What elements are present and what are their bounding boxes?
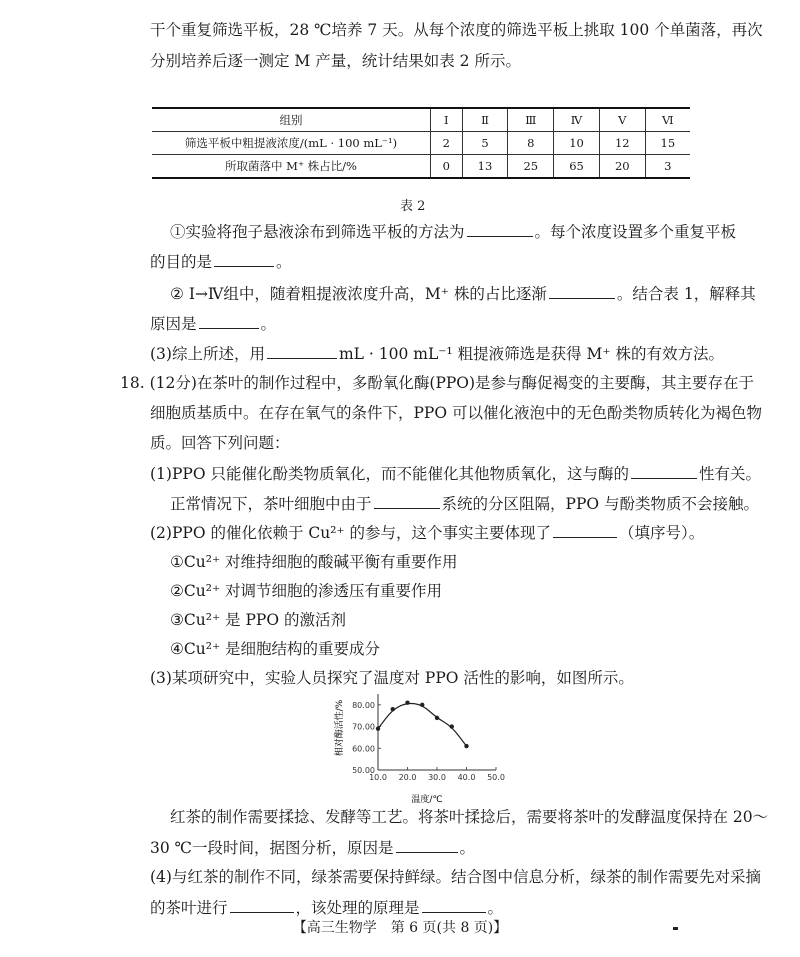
text-line: 质。回答下列问题：	[150, 434, 290, 452]
text-line: 红茶的制作需要揉捻、发酵等工艺。将茶叶揉捻后，需要将茶叶的发酵温度保持在 20～	[170, 808, 769, 826]
question-text: ①实验将孢子悬液涂布到筛选平板的方法为	[170, 223, 465, 241]
y-tick-label: 50.00	[352, 766, 375, 775]
table-cell: 2	[431, 132, 463, 155]
answer-blank[interactable]	[467, 221, 533, 237]
chart-axes	[378, 694, 496, 770]
table-cell: 3	[645, 155, 690, 179]
answer-blank[interactable]	[199, 313, 259, 329]
question-text: (2)PPO 的催化依赖于 Cu²⁺ 的参与，这个事实主要体现了	[150, 524, 552, 542]
answer-blank[interactable]	[553, 522, 617, 538]
y-tick-label: 70.00	[352, 722, 375, 732]
question-text: 原因是	[150, 315, 197, 333]
question-text: mL · 100 mL⁻¹ 粗提液筛选是获得 M⁺ 株的有效方法。	[338, 345, 724, 363]
answer-blank[interactable]	[422, 897, 486, 913]
table-cell: 20	[599, 155, 645, 179]
table-row	[152, 132, 690, 155]
option-2: ②Cu²⁺ 对调节细胞的渗透压有重要作用	[170, 582, 443, 600]
text-line	[150, 251, 292, 272]
option-1: ①Cu²⁺ 对维持细胞的酸碱平衡有重要作用	[170, 553, 458, 571]
x-tick-label: 10.0	[369, 773, 387, 782]
question-text: 。结合表 1，解释其	[616, 285, 756, 303]
table-cell: 筛选平板中粗提液浓度/(mL · 100 mL⁻¹)	[152, 132, 431, 155]
table-cell: 组别	[152, 108, 431, 132]
question-18-stem: 18. (12分)在茶叶的制作过程中，多酚氧化酶(PPO)是参与酶促褐变的主要酶，其主要存在于	[120, 374, 755, 392]
text-line: (4)与红茶的制作不同，绿茶需要保持鲜绿。结合图中信息分析，绿茶的制作需要先对采摘	[150, 868, 761, 886]
data-point	[450, 724, 454, 728]
table-cell: Ⅱ	[462, 108, 508, 132]
question-text: 性有关。	[698, 465, 761, 483]
table-cell: 所取菌落中 M⁺ 株占比/%	[152, 155, 431, 179]
question-text: 。	[487, 899, 504, 917]
footer-text: 【高三生物学 第 6 页(共 8 页)】	[292, 920, 508, 936]
chart-series	[376, 700, 469, 748]
table-cell: Ⅳ	[554, 108, 600, 132]
text-line	[150, 897, 503, 918]
data-point	[464, 744, 468, 748]
answer-blank[interactable]	[214, 251, 274, 267]
corner-mark	[673, 927, 678, 930]
text-line: 细胞质基质中。在存在氧气的条件下，PPO 可以催化液泡中的无色酚类物质转化为褐色物	[150, 404, 762, 422]
question-text: 。	[459, 839, 476, 857]
text-line: (3)某项研究中，实验人员探究了温度对 PPO 活性的影响，如图所示。	[150, 669, 634, 687]
table-cell: 65	[554, 155, 600, 179]
data-table	[152, 107, 690, 179]
text-line	[170, 221, 736, 242]
data-point	[391, 707, 395, 711]
table-cell: 0	[431, 155, 463, 179]
question-text: 的茶叶进行	[150, 899, 228, 917]
text-line: 分别培养后逐一测定 M 产量，统计结果如表 2 所示。	[150, 52, 521, 70]
question-text: 正常情况下，茶叶细胞中由于	[170, 495, 372, 513]
data-point	[435, 716, 439, 720]
question-text: (3)综上所述，用	[150, 345, 265, 363]
question-text: 。每个浓度设置多个重复平板	[534, 223, 737, 241]
table-cell: 13	[462, 155, 508, 179]
x-tick-label: 40.0	[457, 773, 476, 782]
table-cell: Ⅰ	[431, 108, 463, 132]
question-text: (1)PPO 只能催化酚类物质氧化，而不能催化其他物质氧化，这与酶的	[150, 465, 629, 483]
table-cell: Ⅴ	[599, 108, 645, 132]
answer-blank[interactable]	[230, 897, 294, 913]
answer-blank[interactable]	[631, 463, 697, 479]
question-text: （填序号）。	[619, 524, 705, 542]
table-cell: 25	[508, 155, 554, 179]
question-text: 的目的是	[150, 253, 213, 271]
text-line	[150, 522, 704, 543]
option-4: ④Cu²⁺ 是细胞结构的重要成分	[170, 640, 381, 658]
question-text: 。	[276, 253, 292, 271]
y-tick-label: 80.00	[352, 700, 375, 710]
table-cell: Ⅲ	[508, 108, 554, 132]
question-text: ② Ⅰ→Ⅳ组中，随着粗提液浓度升高，M⁺ 株的占比逐渐	[170, 285, 547, 303]
data-point	[376, 727, 380, 731]
x-tick-label: 20.0	[398, 773, 417, 782]
x-axis-label: 温度/℃	[411, 795, 443, 805]
ppo-activity-chart	[320, 686, 520, 806]
y-tick-label: 60.00	[352, 744, 375, 754]
x-tick-label: 30.0	[428, 773, 446, 782]
table-caption: 表 2	[400, 199, 426, 214]
question-text: 系统的分区阻隔，PPO 与酚类物质不会接触。	[441, 495, 760, 513]
table-cell: 5	[462, 132, 508, 155]
text-line: 干个重复筛选平板，28 ℃培养 7 天。从每个浓度的筛选平板上挑取 100 个单菌落，再次	[150, 21, 763, 39]
answer-blank[interactable]	[549, 283, 615, 299]
answer-blank[interactable]	[374, 493, 440, 509]
option-3: ③Cu²⁺ 是 PPO 的激活剂	[170, 611, 346, 629]
question-text: ，该处理的原理是	[295, 899, 420, 917]
text-line	[150, 837, 475, 858]
text-line	[170, 283, 756, 304]
table-cell: 8	[508, 132, 554, 155]
question-text: 30 ℃一段时间，据图分析，原因是	[150, 839, 394, 857]
table-cell: 10	[554, 132, 600, 155]
text-line	[150, 463, 761, 484]
text-line	[170, 493, 759, 514]
y-axis-label: 相对酶活性/%	[335, 699, 345, 757]
answer-blank[interactable]	[267, 343, 337, 359]
answer-blank[interactable]	[396, 837, 458, 853]
text-line	[150, 313, 276, 334]
table-header-row	[152, 108, 690, 132]
data-point	[405, 700, 409, 704]
table-cell: 12	[599, 132, 645, 155]
data-point	[420, 703, 424, 707]
page-footer	[0, 917, 800, 937]
table-row	[152, 155, 690, 179]
table-cell: 15	[645, 132, 690, 155]
x-tick-label: 50.0	[487, 773, 505, 782]
question-text: 。	[260, 315, 277, 333]
table-cell: Ⅵ	[645, 108, 690, 132]
text-line	[150, 343, 724, 364]
